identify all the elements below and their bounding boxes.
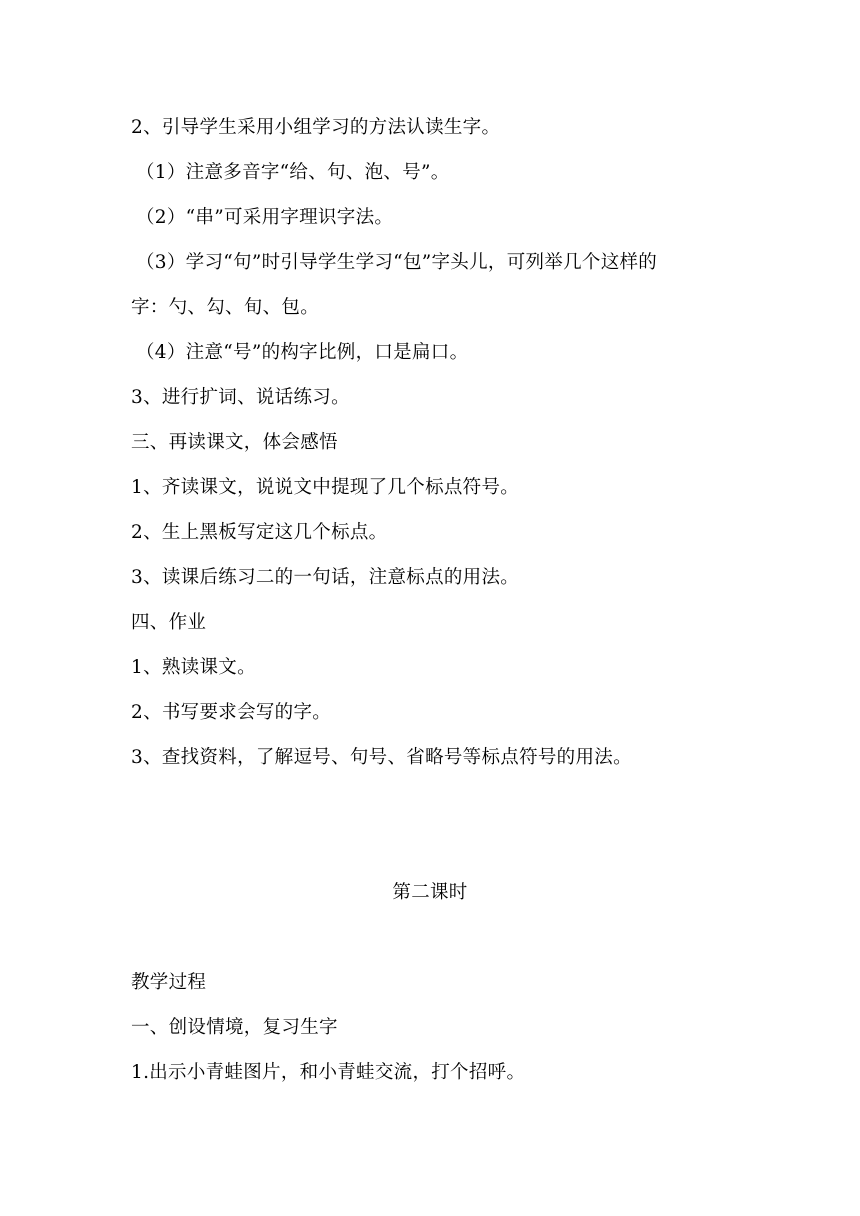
paragraph-line: 1、熟读课文。 [131, 657, 256, 678]
paragraph-line: 1.出示小青蛙图片，和小青蛙交流，打个招呼。 [131, 1062, 526, 1083]
paragraph-line: 3、读课后练习二的一句话，注意标点的用法。 [131, 567, 520, 588]
paragraph-line: （3）学习“句”时引导学生学习“包”字头儿，可列举几个这样的 [136, 252, 658, 273]
lesson-title: 第二课时 [392, 882, 468, 903]
paragraph-line: 3、查找资料，了解逗号、句号、省略号等标点符号的用法。 [131, 747, 632, 768]
section-heading: 四、作业 [131, 612, 207, 633]
paragraph-line: 2、书写要求会写的字。 [131, 702, 332, 723]
paragraph-line: 2、生上黑板写定这几个标点。 [131, 522, 388, 543]
paragraph-line: 1、齐读课文，说说文中提现了几个标点符号。 [131, 477, 520, 498]
paragraph-line: （4）注意“号”的构字比例，口是扁口。 [136, 342, 469, 363]
paragraph-line: 3、进行扩词、说话练习。 [131, 387, 350, 408]
paragraph-line: （1）注意多音字“给、句、泡、号”。 [136, 162, 450, 183]
paragraph-line: 2、引导学生采用小组学习的方法认读生字。 [131, 117, 501, 138]
section-heading: 教学过程 [131, 972, 207, 993]
section-heading: 三、再读课文，体会感悟 [131, 432, 338, 453]
paragraph-line: （2）“串”可采用字理识字法。 [136, 207, 394, 228]
section-heading: 一、创设情境，复习生字 [131, 1017, 338, 1038]
paragraph-line: 字：勺、勾、旬、包。 [131, 297, 320, 318]
